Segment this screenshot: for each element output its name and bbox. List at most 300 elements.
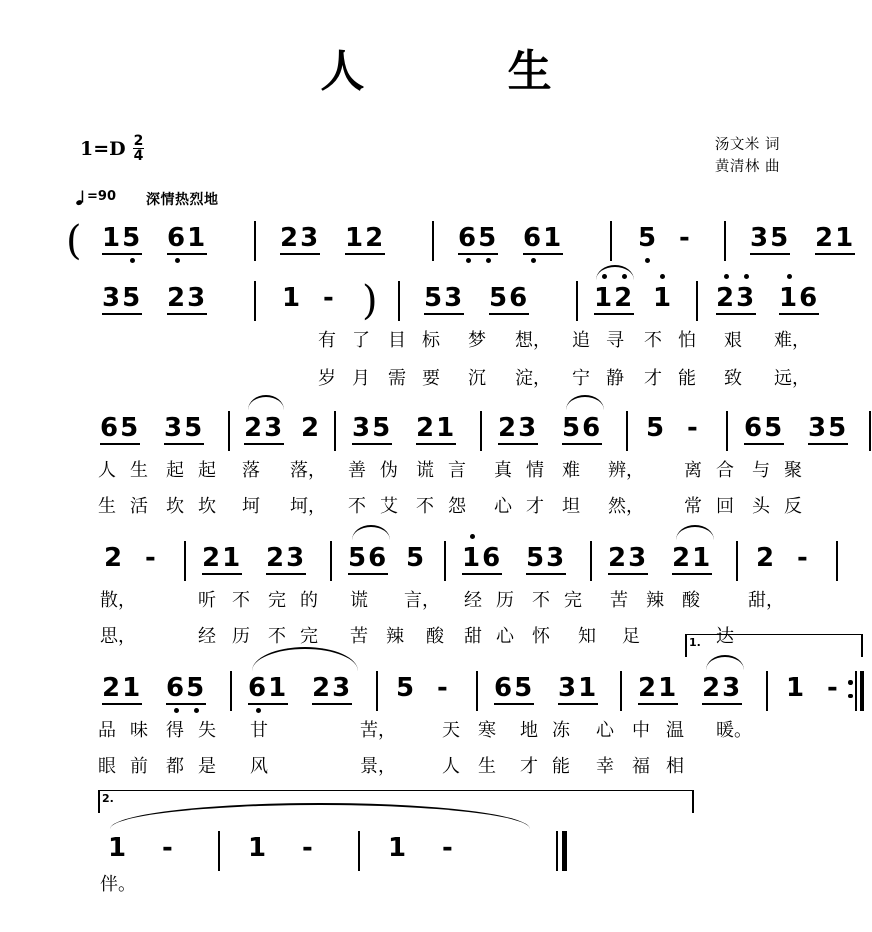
lyric-syllable: 才 (644, 368, 662, 389)
lyric-syllable: 落 (242, 460, 260, 481)
lyric-syllable: 追 (572, 330, 590, 351)
volta-left-tick (98, 791, 100, 813)
key-signature-text: 1=D (80, 137, 126, 160)
note: 2 (104, 543, 123, 573)
lyric-syllable: 与 (752, 460, 770, 481)
note: 6 (248, 673, 269, 703)
final-thick-line (562, 831, 567, 871)
lyric-syllable: 聚 (784, 460, 802, 481)
note-group (638, 675, 678, 705)
lyric-syllable: 情 (526, 460, 544, 481)
lyric-syllable: 相 (666, 756, 684, 777)
lyric-syllable: 致 (724, 368, 742, 389)
note: 1 (436, 413, 457, 443)
duration-dash: - (162, 833, 173, 863)
lyric-syllable: 味 (130, 720, 148, 741)
repeat-thick-line (860, 671, 865, 711)
lyric-syllable: 眼 (98, 756, 116, 777)
note-group (489, 285, 529, 315)
lyric-syllable: 完 (564, 590, 582, 611)
repeat-thin-line (855, 671, 857, 711)
lyric-syllable: 经 (464, 590, 482, 611)
note: 3 (558, 673, 579, 703)
barline (836, 541, 838, 581)
lyric-syllable: 不 (348, 496, 366, 517)
lyric-syllable: 难 (562, 460, 580, 481)
note-group (424, 285, 464, 315)
note-group (744, 415, 784, 445)
repeat-end-barline (848, 671, 864, 711)
lyric-syllable: 品 (98, 720, 116, 741)
note: 5 (184, 413, 205, 443)
lyric-syllable: 听 (198, 590, 216, 611)
note: 3 (546, 543, 567, 573)
duration-dash: - (442, 833, 453, 863)
lyric-syllable: 苦 (350, 626, 368, 647)
note: 3 (164, 413, 185, 443)
lyric-syllable: 历 (232, 626, 250, 647)
lyric-syllable: 天 (442, 720, 460, 741)
tempo-marking (76, 188, 116, 204)
note: 3 (722, 673, 743, 703)
lyric-syllable: 生 (130, 460, 148, 481)
note: 3 (352, 413, 373, 443)
duration-dash: - (687, 413, 698, 443)
tempo-expression-row (76, 188, 218, 209)
note: 3 (300, 223, 321, 253)
duration-dash: - (302, 833, 313, 863)
duration-dash: - (827, 673, 838, 703)
lyric-syllable: 有 (318, 330, 336, 351)
lyric-syllable: 是 (198, 756, 216, 777)
lyric-syllable: 善 (348, 460, 366, 481)
lyric-syllable: 想， (515, 330, 551, 351)
note: 1 (658, 673, 679, 703)
note: 5 (122, 283, 143, 313)
note: 1 (248, 833, 267, 863)
note: 1 (122, 673, 143, 703)
slur (706, 655, 744, 670)
note-group (416, 415, 456, 445)
note: 5 (489, 283, 510, 313)
note-group (202, 545, 242, 575)
note: 6 (582, 413, 603, 443)
note-group (102, 675, 142, 705)
lyric-syllable: 酸 (426, 626, 444, 647)
barline (254, 281, 256, 321)
note: 1 (268, 673, 289, 703)
barline (869, 411, 871, 451)
key-signature (80, 134, 144, 164)
lyric-syllable: 才 (520, 756, 538, 777)
lyric-syllable: 中 (632, 720, 650, 741)
lyric-syllable: 散， (100, 590, 136, 611)
note: 3 (264, 413, 285, 443)
duration-dash: - (797, 543, 808, 573)
lyric-syllable: 回 (716, 496, 734, 517)
note: 6 (482, 543, 503, 573)
lyric-syllable: 福 (632, 756, 650, 777)
tempo-bpm: =90 (87, 188, 116, 204)
lyric-syllable: 足 (622, 626, 640, 647)
note: 1 (653, 283, 672, 313)
lyric-syllable: 苦 (610, 590, 628, 611)
open-parenthesis: ( (66, 218, 82, 264)
lyric-syllable: 岁 (318, 368, 336, 389)
barline (726, 411, 728, 451)
lyricist-credit: 汤文米 词 (714, 137, 780, 153)
note: 3 (736, 283, 757, 313)
note: 3 (187, 283, 208, 313)
lyric-syllable: 前 (130, 756, 148, 777)
lyric-syllable: 落， (290, 460, 326, 481)
lyric-syllable: 淀， (515, 368, 551, 389)
note-group (352, 415, 392, 445)
note: 2 (756, 543, 775, 573)
lyric-syllable: 反 (784, 496, 802, 517)
slur (352, 525, 390, 540)
note: 2 (498, 413, 519, 443)
lyric-syllable: 要 (422, 368, 440, 389)
lyric-syllable: 知 (578, 626, 596, 647)
lyric-syllable: 不 (232, 590, 250, 611)
note: 1 (102, 223, 123, 253)
lyric-syllable: 月 (352, 368, 370, 389)
note: 5 (372, 413, 393, 443)
lyric-syllable: 头 (752, 496, 770, 517)
note: 3 (332, 673, 353, 703)
lyric-syllable: 坎 (166, 496, 184, 517)
note: 1 (692, 543, 713, 573)
lyric-syllable: 失 (198, 720, 216, 741)
note: 6 (100, 413, 121, 443)
expression-marking: 深情热烈地 (145, 192, 219, 208)
duration-dash: - (323, 283, 334, 313)
note: 5 (478, 223, 499, 253)
lyric-syllable: 甜， (748, 590, 784, 611)
duration-dash: - (145, 543, 156, 573)
notes-row (0, 218, 872, 281)
lyric-syllable: 暖。 (716, 720, 752, 741)
lyric-syllable: 心 (494, 496, 512, 517)
lyric-syllable: 经 (198, 626, 216, 647)
note: 1 (345, 223, 366, 253)
quarter-note-icon (76, 190, 86, 206)
lyric-syllable: 的 (300, 590, 318, 611)
lyric-syllable: 怕 (678, 330, 696, 351)
note-group (608, 545, 648, 575)
note: 1 (786, 673, 805, 703)
barline (576, 281, 578, 321)
note-group (526, 545, 566, 575)
lyric-syllable: 地 (520, 720, 538, 741)
note: 5 (646, 413, 665, 443)
note: 6 (744, 413, 765, 443)
note: 3 (808, 413, 829, 443)
note: 1 (835, 223, 856, 253)
lyric-syllable: 得 (166, 720, 184, 741)
note-group (102, 285, 142, 315)
note-group (672, 545, 712, 575)
volta-bracket-1 (685, 634, 863, 657)
note-group (312, 675, 352, 705)
note: 5 (514, 673, 535, 703)
lyric-syllable: 辣 (386, 626, 404, 647)
close-parenthesis: ) (362, 278, 378, 324)
note: 2 (102, 673, 123, 703)
note: 6 (368, 543, 389, 573)
note-group (562, 415, 602, 445)
lyric-syllable: 寻 (606, 330, 624, 351)
lyric-syllable: 生 (98, 496, 116, 517)
repeat-dots (848, 680, 853, 707)
lyric-syllable: 艾 (380, 496, 398, 517)
note: 5 (638, 223, 657, 253)
note: 2 (202, 543, 223, 573)
final-thin-line (556, 831, 558, 871)
lyric-syllable: 离 (684, 460, 702, 481)
note: 5 (122, 223, 143, 253)
note: 3 (444, 283, 465, 313)
note: 2 (244, 413, 265, 443)
note: 2 (815, 223, 836, 253)
lyric-syllable: 谎 (350, 590, 368, 611)
duration-dash: - (437, 673, 448, 703)
note: 6 (167, 223, 188, 253)
note: 6 (509, 283, 530, 313)
lyric-syllable: 才 (526, 496, 544, 517)
slur (566, 395, 604, 410)
note: 6 (799, 283, 820, 313)
note: 1 (388, 833, 407, 863)
lyric-syllable: 活 (130, 496, 148, 517)
note-group (164, 415, 204, 445)
slur (252, 647, 358, 671)
lyric-syllable: 冻 (552, 720, 570, 741)
lyric-syllable: 幸 (596, 756, 614, 777)
lyric-syllable: 坦 (562, 496, 580, 517)
note: 5 (526, 543, 547, 573)
note: 2 (365, 223, 386, 253)
lyric-syllable: 酸 (682, 590, 700, 611)
lyric-syllable: 能 (678, 368, 696, 389)
lyric-syllable: 辨， (608, 460, 644, 481)
note-group (494, 675, 534, 705)
note-group (348, 545, 388, 575)
lyric-syllable: 生 (478, 756, 496, 777)
lyric-syllable: 完 (300, 626, 318, 647)
lyric-syllable: 了 (352, 330, 370, 351)
note: 3 (102, 283, 123, 313)
time-signature-numerator: 2 (133, 133, 144, 149)
lyric-syllable: 怨 (448, 496, 466, 517)
note: 5 (828, 413, 849, 443)
barline (398, 281, 400, 321)
barline (696, 281, 698, 321)
system-1-measures-6-7 (0, 218, 872, 281)
note-group (498, 415, 538, 445)
note-group (594, 285, 634, 315)
barline (218, 831, 220, 871)
lyric-syllable: 不 (268, 626, 286, 647)
note: 6 (166, 673, 187, 703)
barline (184, 541, 186, 581)
lyric-syllable: 起 (198, 460, 216, 481)
note: 2 (301, 413, 320, 443)
barline (766, 671, 768, 711)
note-group (167, 285, 207, 315)
note: 2 (280, 223, 301, 253)
barline (334, 411, 336, 451)
note: 1 (282, 283, 301, 313)
note: 2 (608, 543, 629, 573)
barline (476, 671, 478, 711)
lyric-syllable: 达 (716, 626, 734, 647)
note: 5 (348, 543, 369, 573)
note: 1 (222, 543, 243, 573)
lyric-syllable: 谎 (416, 460, 434, 481)
note-group (248, 675, 288, 705)
note: 3 (518, 413, 539, 443)
note: 5 (424, 283, 445, 313)
lyric-syllable: 能 (552, 756, 570, 777)
note: 5 (406, 543, 425, 573)
note-group (702, 675, 742, 705)
lyric-syllable: 坷， (290, 496, 326, 517)
note: 3 (750, 223, 771, 253)
note: 1 (543, 223, 564, 253)
final-barline (556, 831, 568, 871)
lyric-syllable: 难， (774, 330, 810, 351)
lyric-syllable: 辣 (646, 590, 664, 611)
barline (590, 541, 592, 581)
lyric-syllable: 寒 (478, 720, 496, 741)
lyric-syllable: 不 (532, 590, 550, 611)
slur (248, 395, 284, 410)
note: 1 (578, 673, 599, 703)
note: 1 (187, 223, 208, 253)
note: 2 (702, 673, 723, 703)
note: 5 (120, 413, 141, 443)
lyric-syllable: 目 (388, 330, 406, 351)
note: 2 (167, 283, 188, 313)
note-group (462, 545, 502, 575)
lyric-syllable: 沉 (468, 368, 486, 389)
note: 1 (462, 543, 483, 573)
lyric-syllable: 宁 (572, 368, 590, 389)
lyric-syllable: 都 (166, 756, 184, 777)
note: 2 (716, 283, 737, 313)
note-group (244, 415, 284, 445)
lyric-syllable: 真 (494, 460, 512, 481)
barline (228, 411, 230, 451)
barline (230, 671, 232, 711)
lyric-syllable: 常 (684, 496, 702, 517)
note-group (100, 415, 140, 445)
note: 6 (523, 223, 544, 253)
note: 5 (562, 413, 583, 443)
lyric-syllable: 景， (360, 756, 396, 777)
lyric-syllable: 言， (404, 590, 440, 611)
barline (330, 541, 332, 581)
note: 6 (458, 223, 479, 253)
slur (676, 525, 714, 540)
note-group (558, 675, 598, 705)
lyric-syllable: 历 (496, 590, 514, 611)
lyric-syllable: 不 (416, 496, 434, 517)
note-group (266, 545, 306, 575)
lyric-syllable: 静 (606, 368, 624, 389)
volta-2-label: 2. (102, 792, 114, 805)
lyric-syllable: 伴。 (100, 874, 136, 895)
note-group (716, 285, 756, 315)
volta-1-label: 1. (689, 636, 701, 649)
note-group (779, 285, 819, 315)
lyric-syllable: 心 (496, 626, 514, 647)
lyric-syllable: 合 (716, 460, 734, 481)
lyric-syllable: 风 (250, 756, 268, 777)
lyric-syllable: 完 (268, 590, 286, 611)
note: 2 (638, 673, 659, 703)
lyric-syllable: 伪 (380, 460, 398, 481)
lyric-syllable: 温 (666, 720, 684, 741)
page-title: 人 生 (320, 46, 616, 97)
barline (480, 411, 482, 451)
note: 5 (396, 673, 415, 703)
lyric-syllable: 怀 (532, 626, 550, 647)
barline (444, 541, 446, 581)
note: 2 (416, 413, 437, 443)
note: 5 (770, 223, 791, 253)
composer-credit: 黄清林 曲 (714, 159, 780, 176)
barline (376, 671, 378, 711)
lyric-syllable: 人 (98, 460, 116, 481)
duration-dash: - (679, 223, 690, 253)
lyric-syllable: 远， (774, 368, 810, 389)
note: 5 (186, 673, 207, 703)
note: 3 (628, 543, 649, 573)
barline (626, 411, 628, 451)
barline (358, 831, 360, 871)
lyric-syllable: 艰 (724, 330, 742, 351)
lyric-syllable: 标 (422, 330, 440, 351)
note: 1 (779, 283, 800, 313)
lyric-syllable: 需 (388, 368, 406, 389)
note: 1 (108, 833, 127, 863)
lyric-syllable: 梦 (468, 330, 486, 351)
note: 3 (286, 543, 307, 573)
note-group (808, 415, 848, 445)
note: 2 (312, 673, 333, 703)
note: 1 (594, 283, 615, 313)
lyric-syllable: 言 (448, 460, 466, 481)
note-group (166, 675, 206, 705)
lyric-syllable: 甘 (250, 720, 268, 741)
time-signature-denominator: 4 (133, 148, 144, 165)
volta-right-tick (861, 635, 863, 657)
note: 2 (672, 543, 693, 573)
lyric-syllable: 思， (100, 626, 136, 647)
note: 2 (266, 543, 287, 573)
lyric-syllable: 不 (644, 330, 662, 351)
note: 5 (764, 413, 785, 443)
lyric-syllable: 坎 (198, 496, 216, 517)
lyric-syllable: 苦， (360, 720, 396, 741)
volta-right-tick (692, 791, 694, 813)
lyric-syllable: 甜 (464, 626, 482, 647)
note: 6 (494, 673, 515, 703)
credits (715, 134, 780, 179)
